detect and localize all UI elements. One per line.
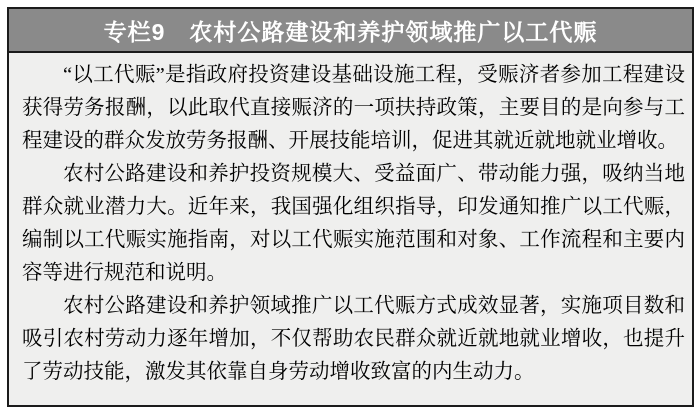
- column-box: [7, 7, 694, 407]
- column-body: [9, 53, 692, 395]
- column-title: 专栏9 农村公路建设和养护领域推广以工代赈: [103, 18, 598, 45]
- column-header: [9, 9, 692, 53]
- paragraph-3: 农村公路建设和养护领域推广以工代赈方式成效显著，实施项目数和吸引农村劳动力逐年增加，不仅帮助农民群众就近就地就业增收，也提升了劳动技能，激发其依靠自身劳动增收致富的内生动力。: [22, 295, 685, 383]
- paragraph-2: 农村公路建设和养护投资规模大、受益面广、带动能力强，吸纳当地群众就业潜力大。近年来，我国强化组织指导，印发通知推广以工代赈，编制以工代赈实施指南，对以工代赈实施范围和对象、工作流程和主要内容等进行规范和说明。: [22, 163, 685, 284]
- paragraph-1: “以工代赈”是指政府投资建设基础设施工程，受赈济者参加工程建设获得劳务报酬，以此取代直接赈济的一项扶持政策，主要目的是向参与工程建设的群众发放劳务报酬、开展技能培训，促进其就近就地就业增收。: [22, 64, 685, 152]
